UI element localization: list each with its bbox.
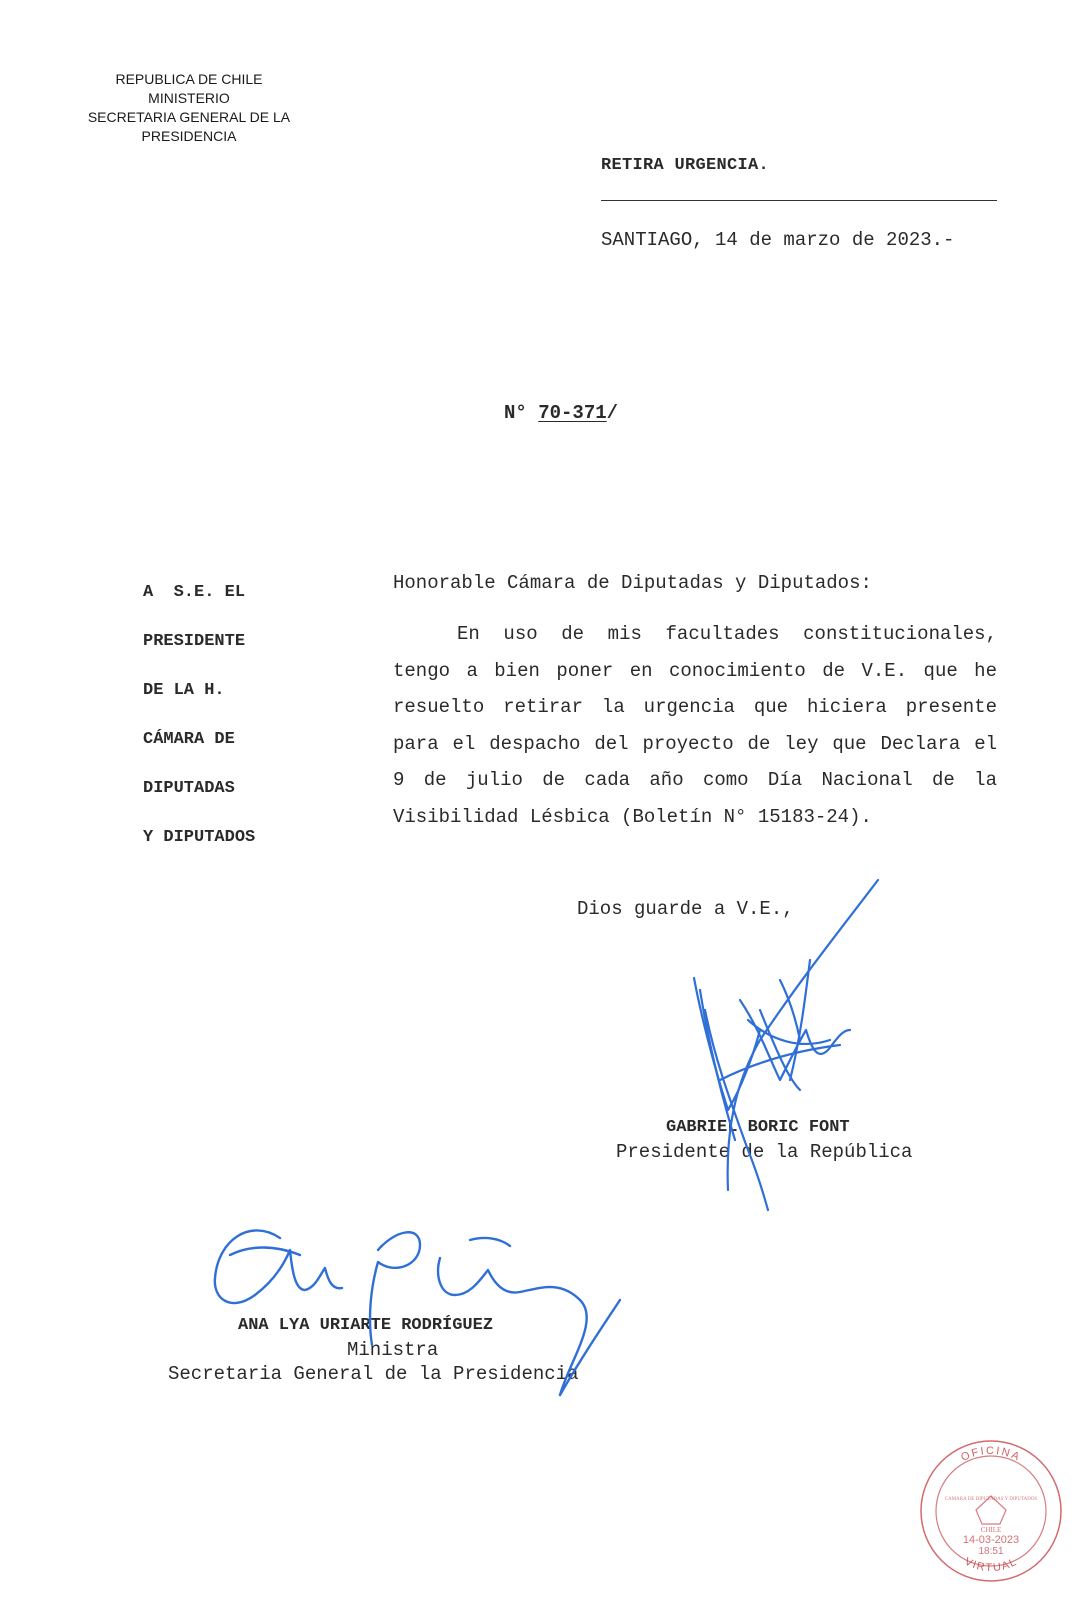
dateline: SANTIAGO, 14 de marzo de 2023.- — [601, 229, 955, 251]
letterhead-office: SECRETARIA GENERAL DE LA PRESIDENCIA — [87, 109, 291, 144]
letterhead-ministry: MINISTERIO — [148, 90, 230, 106]
minister-name: ANA LYA URIARTE RODRÍGUEZ — [238, 1316, 494, 1335]
stamp-ring-text: CÁMARA DE DIPUTADAS Y DIPUTADOS — [944, 1497, 1038, 1502]
minister-signature — [215, 1230, 620, 1395]
stamp-bottom-text: VIRTUAL — [962, 1555, 1020, 1575]
letterhead-country: REPUBLICA DE CHILE — [115, 71, 263, 87]
number-prefix: N° — [504, 402, 527, 424]
president-title: Presidente de la República — [616, 1141, 913, 1163]
president-name: GABRIEL BORIC FONT — [666, 1118, 850, 1137]
recipient-line: DE LA H. — [143, 681, 225, 700]
number-value: 70-371 — [538, 402, 607, 424]
subject-line: RETIRA URGENCIA. — [601, 156, 770, 175]
recipient-line: A S.E. EL — [143, 583, 246, 602]
stamp-outer-ring — [921, 1441, 1061, 1581]
salutation: Honorable Cámara de Diputadas y Diputados: — [393, 572, 872, 594]
stamp-top-text: OFICINA — [959, 1445, 1023, 1464]
minister-office: Secretaria General de la Presidencia — [168, 1363, 579, 1385]
minister-role: Ministra — [347, 1339, 439, 1361]
stamp-time: 18:51 — [978, 1546, 1004, 1557]
president-signature — [694, 880, 878, 1210]
closing-line: Dios guarde a V.E., — [577, 898, 794, 920]
recipient-line: Y DIPUTADOS — [143, 828, 256, 847]
recipient-line: CÁMARA DE — [143, 730, 235, 749]
recipient-line: DIPUTADAS — [143, 779, 235, 798]
office-stamp — [916, 1436, 1066, 1586]
body-paragraph: En uso de mis facultades constitucionales, tengo a bien poner en conocimiento de V.E. que he resuelto retirar la urgencia que hiciera presente para el despacho del proyecto de ley que Declara el 9 de julio de cada año como Día Nacional de la Visibilidad Lésbica (Boletín N° 15183-24). — [393, 623, 997, 828]
number-suffix: / — [606, 402, 619, 424]
recipient-line: PRESIDENTE — [143, 632, 246, 651]
stamp-date: 14-03-2023 — [962, 1534, 1020, 1546]
stamp-country: CHILE — [980, 1526, 1002, 1534]
